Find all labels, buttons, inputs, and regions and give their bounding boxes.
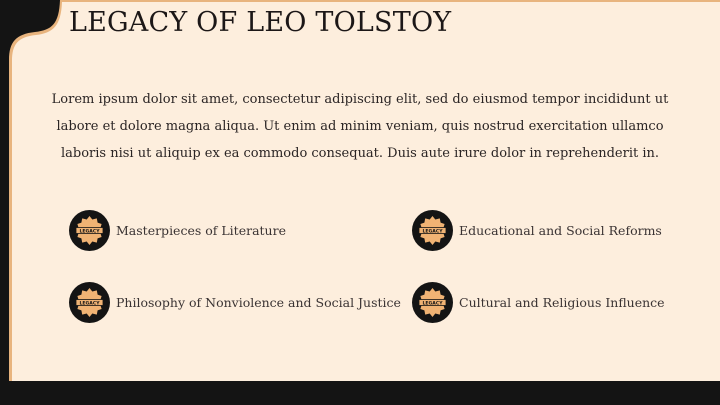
legacy-item-label: Philosophy of Nonviolence and Social Justice <box>116 294 401 310</box>
legacy-item-literature <box>69 209 286 251</box>
legacy-item-label: Cultural and Religious Influence <box>459 294 665 310</box>
svg-text:LEGACY: LEGACY <box>79 228 100 234</box>
legacy-badge-icon <box>412 282 453 323</box>
slide-title: LEGACY OF LEO TOLSTOY <box>69 7 452 38</box>
svg-text:LEGACY: LEGACY <box>422 300 443 306</box>
legacy-item-label: Educational and Social Reforms <box>459 222 662 238</box>
legacy-item-philosophy <box>69 281 401 323</box>
svg-text:LEGACY: LEGACY <box>422 228 443 234</box>
intro-paragraph: Lorem ipsum dolor sit amet, consectetur adipiscing elit, sed do eiusmod tempor incididunt ut labore et dolore magna aliqua. Ut enim ad minim veniam, quis nostrud exercitation ullamco laboris nisi ut aliquip ex ea commodo consequat. Duis aute irure dolor in reprehenderit in. <box>51 92 669 161</box>
legacy-item-label: Masterpieces of Literature <box>116 222 286 238</box>
bottom-bar <box>0 381 720 405</box>
legacy-item-cultural <box>412 281 665 323</box>
legacy-badge-icon <box>69 282 110 323</box>
legacy-badge-icon <box>69 210 110 251</box>
legacy-item-reforms <box>412 209 662 251</box>
svg-text:LEGACY: LEGACY <box>79 300 100 306</box>
legacy-badge-icon <box>412 210 453 251</box>
